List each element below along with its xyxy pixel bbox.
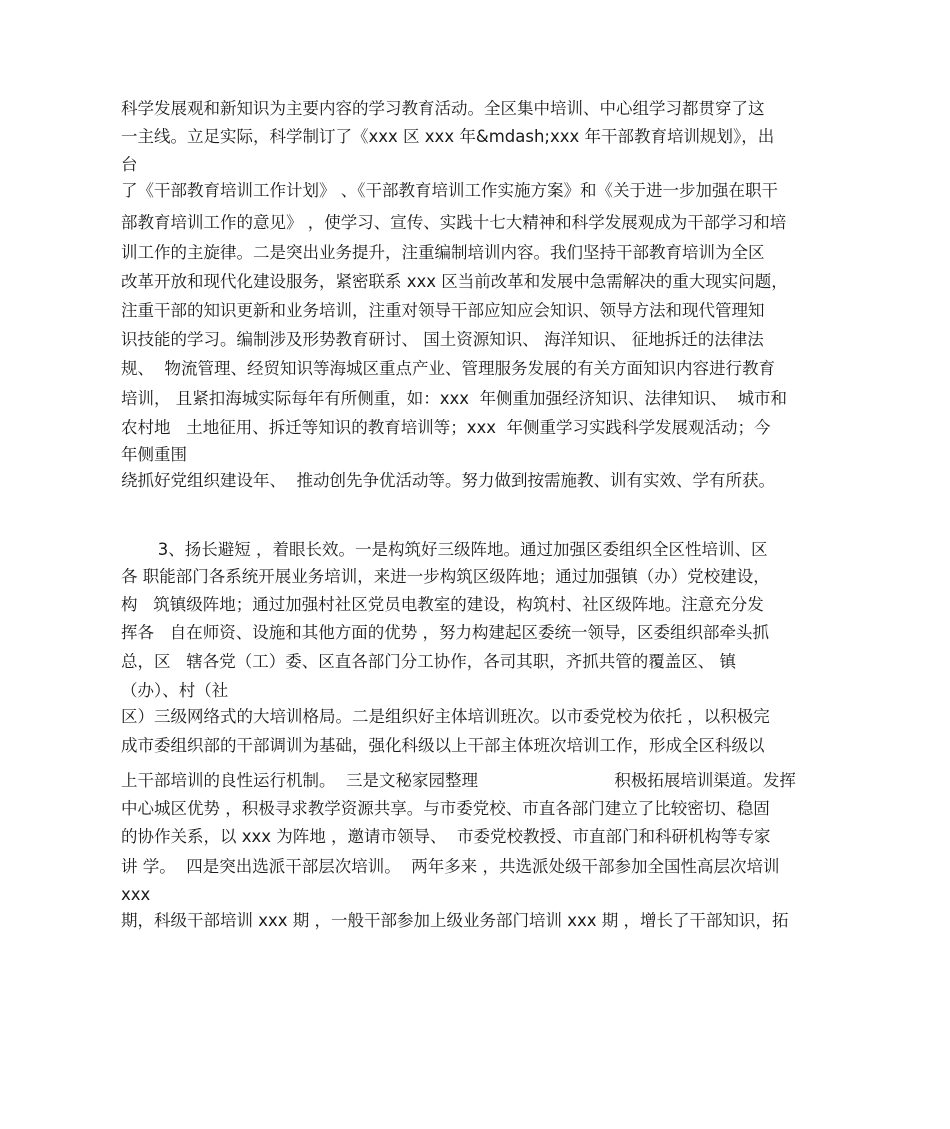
text-line: 构 筑镇级阵地；通过加强村社区党员电教室的建设，构筑村、社区级阵地。注意充分发 bbox=[121, 595, 764, 614]
text-line: 部教育培训工作的意见》 ，使学习、宣传、实践十七大精神和科学发展观成为干部学习和培 bbox=[121, 213, 787, 232]
text-line: 规、 物流管理、经贸知识等海城区重点产业、管理服务发展的有关方面知识内容进行教育 bbox=[121, 359, 775, 378]
text-line: xxx bbox=[121, 885, 151, 904]
text-line: 中心城区优势 ，积极寻求教学资源共享。与市委党校、市直各部门建立了比较密切、稳固 bbox=[121, 799, 770, 818]
text-line: 训工作的主旋律。二是突出业务提升，注重编制培训内容。我们坚持干部教育培训为全区 bbox=[121, 243, 765, 262]
text-line: 3、扬长避短 ，着眼长效。一是构筑好三级阵地。通过加强区委组织全区性培训、区 bbox=[121, 540, 768, 559]
text-line: 期，科级干部培训 xxx 期 ，一般干部参加上级业务部门培训 xxx 期 ，增长了干部知识，拓 bbox=[121, 911, 789, 930]
text-line: 培训， 且紧扣海城实际每年有所侧重，如：xxx 年侧重加强经济知识、法律知识、 城市和 bbox=[121, 389, 788, 408]
text-line: 挥各 自在师资、设施和其他方面的优势 ，努力构建起区委统一领导，区委组织部牵头抓 bbox=[121, 623, 769, 642]
text-line: 绕抓好党组织建设年、 推动创先争优活动等。努力做到按需施教、训有实效、学有所获。 bbox=[121, 471, 775, 490]
text-line: 注重干部的知识更新和业务培训，注重对领导干部应知应会知识、领导方法和现代管理知 bbox=[121, 301, 765, 320]
text-line: 区）三级网络式的大培训格局。二是组织好主体培训班次。以市委党校为依托 ，以积极完 bbox=[121, 707, 770, 726]
text-line: 成市委组织部的干部调训为基础，强化科级以上干部主体班次培训工作，形成全区科级以 bbox=[121, 736, 765, 755]
text-line: 了《干部教育培训工作计划》 、《干部教育培训工作实施方案》和《关于进一步加强在职干 bbox=[121, 181, 778, 200]
text-line: 讲 学。 四是突出选派干部层次培训。 两年多来 ，共选派处级干部参加全国性高层次培训 bbox=[121, 857, 780, 876]
text-line: 年侧重围 bbox=[121, 445, 187, 464]
text-line: 识技能的学习。编制涉及形势教育研讨、 国土资源知识、 海洋知识、 征地拆迁的法律法 bbox=[121, 330, 764, 349]
text-line: （办）、村（社 bbox=[121, 681, 229, 700]
text-line: 各 职能部门各系统开展业务培训，来进一步构筑区级阵地；通过加强镇（办）党校建设， bbox=[121, 567, 770, 586]
text-line: 改革开放和现代化建设服务，紧密联系 xxx 区当前改革和发展中急需解决的重大现实问题， bbox=[121, 272, 788, 291]
text-line: 总，区 辖各党（工）委、区直各部门分工协作，各司其职，齐抓共管的覆盖区、 镇 bbox=[121, 652, 736, 671]
text-line: 上干部培训的良性运行机制。 三是文秘家园整理 积极拓展培训渠道。发挥 bbox=[121, 771, 796, 790]
text-line: 农村地 土地征用、拆迁等知识的教育培训等；xxx 年侧重学习实践科学发展观活动；今 bbox=[121, 418, 771, 437]
text-line: 台 bbox=[121, 155, 138, 174]
text-line: 一主线。立足实际，科学制订了《xxx 区 xxx 年&mdash;xxx 年干部教育培训规划》，出 bbox=[121, 127, 775, 146]
text-line: 科学发展观和新知识为主要内容的学习教育活动。全区集中培训、中心组学习都贯穿了这 bbox=[121, 99, 765, 118]
text-line: 的协作关系，以 xxx 为阵地 ，邀请市领导、 市委党校教授、市直部门和科研机构等专家 bbox=[121, 827, 771, 846]
